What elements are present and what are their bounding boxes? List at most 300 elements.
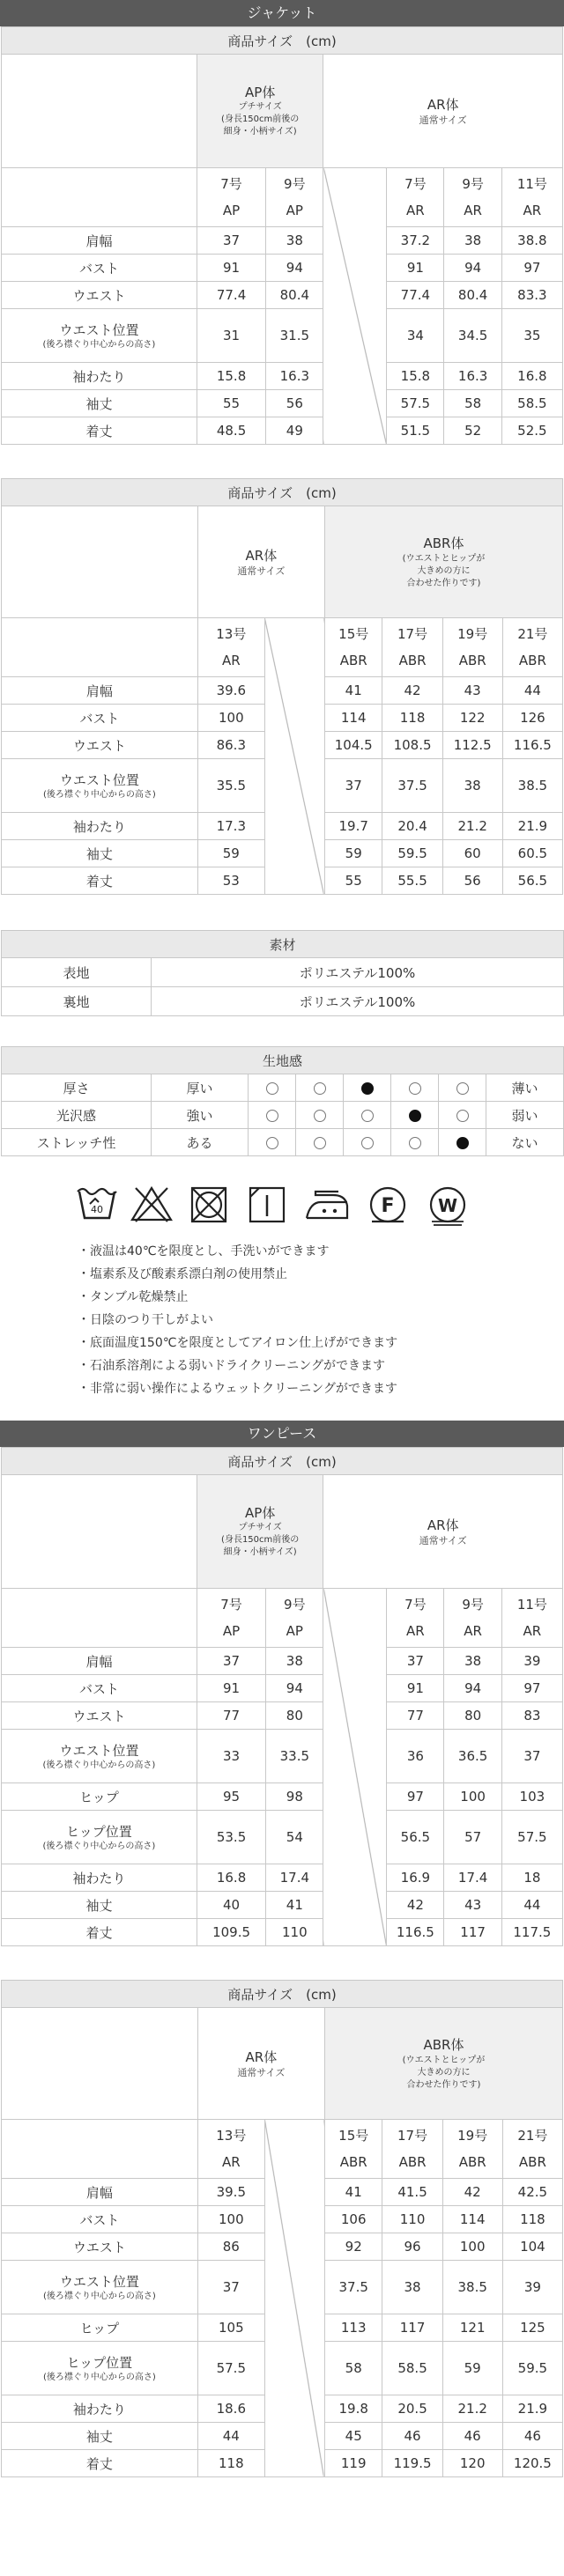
scale-cell bbox=[344, 1129, 391, 1156]
value-cell: 42.5 bbox=[502, 2179, 562, 2206]
table-row bbox=[2, 390, 563, 417]
scale-cell bbox=[391, 1129, 439, 1156]
ap-title: AP体 bbox=[245, 85, 276, 100]
value-cell: 37 bbox=[387, 1648, 444, 1675]
size-number: 9号 bbox=[462, 1597, 484, 1613]
size-number: 13号 bbox=[216, 626, 247, 642]
value-cell: 91 bbox=[387, 255, 444, 282]
value-cell: 58.5 bbox=[382, 2342, 442, 2395]
value-cell: 77.4 bbox=[197, 282, 265, 309]
measure-name: 肩幅 bbox=[85, 2184, 113, 2201]
measure-label bbox=[2, 1648, 197, 1675]
measure-label bbox=[2, 1675, 197, 1702]
measure-name: 着丈 bbox=[85, 2455, 113, 2472]
value-cell: 57.5 bbox=[501, 1811, 562, 1864]
abr-group-header bbox=[324, 2008, 562, 2120]
measure-label bbox=[2, 1864, 197, 1892]
value-cell: 40 bbox=[197, 1892, 265, 1919]
measure-name: 着丈 bbox=[85, 873, 113, 889]
measure-note: (後ろ襟ぐり中心からの高さ) bbox=[42, 2372, 156, 2382]
value-cell: 80.4 bbox=[444, 282, 501, 309]
measure-name: ヒップ位置 bbox=[66, 1823, 132, 1840]
measure-name: 袖丈 bbox=[85, 2428, 113, 2445]
measure-label bbox=[2, 813, 198, 840]
size-number: 11号 bbox=[516, 1597, 547, 1613]
size-number: 11号 bbox=[516, 176, 547, 192]
size-label bbox=[502, 2120, 562, 2179]
scale-cell bbox=[439, 1129, 486, 1156]
jacket-size-table-2 bbox=[1, 478, 563, 895]
value-cell: 118 bbox=[502, 2206, 562, 2233]
onepiece-section-title: ワンピース bbox=[0, 1421, 564, 1447]
texture-left: 強い bbox=[152, 1102, 249, 1129]
measure-label bbox=[2, 1702, 197, 1730]
value-cell: 80 bbox=[266, 1702, 323, 1730]
value-cell: 21.2 bbox=[442, 813, 502, 840]
value-cell: 37 bbox=[197, 227, 265, 255]
value-cell: 17.3 bbox=[197, 813, 264, 840]
scale-cell bbox=[249, 1129, 296, 1156]
value-cell: 92 bbox=[324, 2233, 382, 2261]
measure-name: ウエスト位置 bbox=[59, 2273, 139, 2290]
value-cell: 37.5 bbox=[324, 2261, 382, 2314]
value-cell: 34 bbox=[387, 309, 444, 363]
size-number: 21号 bbox=[517, 2128, 548, 2144]
value-cell: 97 bbox=[387, 1783, 444, 1811]
size-label bbox=[382, 618, 442, 677]
value-cell: 37 bbox=[324, 759, 382, 813]
texture-table bbox=[1, 1046, 564, 1156]
ar-sub: 通常サイズ bbox=[237, 565, 286, 577]
onepiece-size-table-2 bbox=[1, 1980, 563, 2477]
value-cell: 39 bbox=[502, 2261, 562, 2314]
value-cell: 86 bbox=[197, 2233, 264, 2261]
value-cell: 77.4 bbox=[387, 282, 444, 309]
value-cell: 20.5 bbox=[382, 2395, 442, 2423]
measure-label bbox=[2, 2206, 198, 2233]
size-label bbox=[387, 1589, 444, 1648]
value-cell: 37.5 bbox=[382, 759, 442, 813]
measure-note: (後ろ襟ぐり中心からの高さ) bbox=[42, 789, 156, 800]
table-row bbox=[2, 987, 564, 1016]
measure-name: 袖わたり bbox=[72, 2401, 126, 2417]
value-cell: 33.5 bbox=[266, 1730, 323, 1783]
scale-cell bbox=[296, 1074, 344, 1102]
value-cell: 35 bbox=[501, 309, 562, 363]
scale-dot bbox=[266, 1137, 278, 1149]
measure-name: ウエスト bbox=[72, 737, 126, 754]
table-row bbox=[2, 363, 563, 390]
size-label bbox=[197, 1589, 265, 1648]
value-cell: 80 bbox=[444, 1702, 501, 1730]
size-number: 17号 bbox=[397, 2128, 428, 2144]
value-cell: 39 bbox=[501, 1648, 562, 1675]
value-cell: 57.5 bbox=[387, 390, 444, 417]
measure-name: ウエスト位置 bbox=[59, 321, 139, 338]
measure-label bbox=[2, 732, 198, 759]
no-bleach-icon bbox=[132, 1188, 171, 1222]
table-row bbox=[2, 282, 563, 309]
table-row bbox=[2, 1864, 563, 1892]
value-cell: 83 bbox=[501, 1702, 562, 1730]
value-cell: 39.5 bbox=[197, 2179, 264, 2206]
measure-label bbox=[2, 2450, 198, 2477]
ar-sub: 通常サイズ bbox=[419, 1535, 467, 1546]
size-type: ABR bbox=[458, 653, 486, 668]
value-cell: 36 bbox=[387, 1730, 444, 1783]
value-cell: 37 bbox=[501, 1730, 562, 1783]
value-cell: 104.5 bbox=[324, 732, 382, 759]
measure-name: バスト bbox=[79, 2211, 120, 2228]
measure-name: ヒップ位置 bbox=[66, 2354, 133, 2371]
scale-dot bbox=[456, 1110, 469, 1122]
value-cell: 36.5 bbox=[444, 1730, 501, 1783]
abr-title: ABR体 bbox=[423, 535, 464, 551]
value-cell: 104 bbox=[502, 2233, 562, 2261]
care-note: ・ タンブル乾燥禁止 bbox=[78, 1286, 397, 1309]
abr-title: ABR体 bbox=[423, 2037, 464, 2053]
size-label bbox=[502, 618, 562, 677]
measure-label bbox=[2, 840, 198, 867]
table-row bbox=[2, 1702, 563, 1730]
value-cell: 114 bbox=[442, 2206, 502, 2233]
value-cell: 117 bbox=[382, 2314, 442, 2342]
scale-cell bbox=[296, 1102, 344, 1129]
size-type: AR bbox=[221, 2154, 241, 2170]
care-notes bbox=[78, 1240, 397, 1400]
table-row bbox=[2, 255, 563, 282]
value-cell: 21.9 bbox=[502, 813, 562, 840]
size-number: 9号 bbox=[284, 1597, 306, 1613]
table-row bbox=[2, 1783, 563, 1811]
size-label bbox=[442, 618, 502, 677]
size-label bbox=[324, 618, 382, 677]
value-cell: 19.8 bbox=[324, 2395, 382, 2423]
value-cell: 38 bbox=[442, 759, 502, 813]
table-row bbox=[2, 1811, 563, 1864]
value-cell: 109.5 bbox=[197, 1919, 265, 1946]
value-cell: 58.5 bbox=[501, 390, 562, 417]
measure-name: ヒップ bbox=[79, 2320, 120, 2336]
value-cell: 16.3 bbox=[444, 363, 501, 390]
value-cell: 53.5 bbox=[197, 1811, 265, 1864]
value-cell: 38.5 bbox=[442, 2261, 502, 2314]
wet-clean-w-icon bbox=[431, 1188, 464, 1225]
size-type: ABR bbox=[398, 653, 427, 668]
value-cell: 91 bbox=[197, 1675, 265, 1702]
abr-note: 合わせた作りです) bbox=[406, 2080, 481, 2090]
measure-label bbox=[2, 1730, 197, 1783]
value-cell: 54 bbox=[266, 1811, 323, 1864]
care-note: ・ 石油系溶剤による弱いドライクリーニングができます bbox=[78, 1354, 397, 1377]
size-type: ABR bbox=[339, 2154, 367, 2170]
measure-label bbox=[2, 2314, 198, 2342]
table-row bbox=[2, 309, 563, 363]
value-cell: 37 bbox=[197, 2261, 264, 2314]
scale-dot bbox=[266, 1110, 278, 1122]
value-cell: 38 bbox=[444, 227, 501, 255]
value-cell: 44 bbox=[501, 1892, 562, 1919]
measure-label bbox=[2, 417, 197, 445]
ap-note: (身長150cm前後の bbox=[221, 114, 300, 124]
value-cell: 83.3 bbox=[501, 282, 562, 309]
value-cell: 56 bbox=[266, 390, 323, 417]
value-cell: 43 bbox=[444, 1892, 501, 1919]
size-header: 商品サイズ (cm) bbox=[2, 1981, 563, 2008]
scale-dot bbox=[314, 1082, 326, 1095]
value-cell: 45 bbox=[324, 2423, 382, 2450]
size-type: AR bbox=[406, 203, 425, 218]
blank-corner bbox=[2, 168, 197, 227]
value-cell: 116.5 bbox=[502, 732, 562, 759]
value-cell: 95 bbox=[197, 1783, 265, 1811]
value-cell: 80.4 bbox=[266, 282, 323, 309]
size-label bbox=[501, 1589, 562, 1648]
value-cell: 126 bbox=[502, 705, 562, 732]
value-cell: 38 bbox=[382, 2261, 442, 2314]
ar-title: AR体 bbox=[245, 2049, 278, 2065]
ap-note: 細身・小柄サイズ) bbox=[223, 1547, 297, 1557]
jacket-section-title: ジャケット bbox=[0, 0, 564, 26]
value-cell: 98 bbox=[266, 1783, 323, 1811]
measure-note: (後ろ襟ぐり中心からの高さ) bbox=[42, 2291, 156, 2301]
selected-dot bbox=[456, 1137, 469, 1149]
ar-sub: 通常サイズ bbox=[419, 114, 467, 126]
table-row bbox=[2, 1648, 563, 1675]
value-cell: 16.8 bbox=[197, 1864, 265, 1892]
value-cell: 57.5 bbox=[197, 2342, 264, 2395]
size-number: 7号 bbox=[404, 176, 427, 192]
value-cell: 18.6 bbox=[197, 2395, 264, 2423]
scale-cell bbox=[249, 1102, 296, 1129]
size-type: AP bbox=[222, 1623, 241, 1639]
size-number: 19号 bbox=[457, 626, 488, 642]
value-cell: 52 bbox=[444, 417, 501, 445]
value-cell: 21.2 bbox=[442, 2395, 502, 2423]
value-cell: 15.8 bbox=[387, 363, 444, 390]
table-row bbox=[2, 1892, 563, 1919]
measure-name: 袖丈 bbox=[85, 395, 113, 412]
value-cell: 91 bbox=[197, 255, 265, 282]
scale-cell bbox=[344, 1102, 391, 1129]
scale-cell bbox=[344, 1074, 391, 1102]
measure-name: ウエスト bbox=[72, 1708, 126, 1724]
value-cell: 44 bbox=[197, 2423, 264, 2450]
blank-corner bbox=[2, 2008, 198, 2120]
size-label bbox=[444, 168, 501, 227]
ap-title: AP体 bbox=[245, 1505, 276, 1521]
texture-right: 弱い bbox=[486, 1102, 564, 1129]
value-cell: 59 bbox=[324, 840, 382, 867]
onepiece-size-table-1 bbox=[1, 1447, 563, 1946]
size-number: 19号 bbox=[457, 2128, 488, 2144]
diagonal-cell bbox=[323, 168, 387, 445]
measure-label bbox=[2, 867, 198, 895]
value-cell: 38 bbox=[266, 1648, 323, 1675]
value-cell: 41.5 bbox=[382, 2179, 442, 2206]
care-icons bbox=[0, 1174, 564, 1244]
table-row bbox=[2, 1919, 563, 1946]
value-cell: 58 bbox=[324, 2342, 382, 2395]
value-cell: 35.5 bbox=[197, 759, 264, 813]
ar-title: AR体 bbox=[245, 548, 278, 564]
value-cell: 46 bbox=[442, 2423, 502, 2450]
value-cell: 39.6 bbox=[197, 677, 264, 705]
value-cell: 105 bbox=[197, 2314, 264, 2342]
selected-dot bbox=[409, 1110, 421, 1122]
scale-cell bbox=[249, 1074, 296, 1102]
value-cell: 38 bbox=[266, 227, 323, 255]
value-cell: 100 bbox=[444, 1783, 501, 1811]
size-number: 7号 bbox=[220, 176, 242, 192]
value-cell: 55 bbox=[324, 867, 382, 895]
value-cell: 17.4 bbox=[266, 1864, 323, 1892]
scale-dot bbox=[409, 1082, 421, 1095]
size-number: 7号 bbox=[220, 1597, 242, 1613]
value-cell: 56 bbox=[442, 867, 502, 895]
value-cell: 34.5 bbox=[444, 309, 501, 363]
table-row bbox=[2, 958, 564, 987]
abr-note: (ウエストとヒップが bbox=[402, 554, 486, 564]
value-cell: 41 bbox=[266, 1892, 323, 1919]
blank-corner bbox=[2, 1475, 197, 1589]
abr-note: 大きめの方に bbox=[417, 2068, 471, 2078]
care-note: ・ 底面温度150℃を限度としてアイロン仕上げができます bbox=[78, 1332, 397, 1354]
scale-cell bbox=[296, 1129, 344, 1156]
texture-title: 生地感 bbox=[2, 1047, 564, 1074]
scale-cell bbox=[439, 1074, 486, 1102]
table-row bbox=[2, 1074, 564, 1102]
size-type: AP bbox=[286, 1623, 303, 1639]
scale-dot bbox=[314, 1137, 326, 1149]
material-title: 素材 bbox=[2, 931, 564, 958]
value-cell: 100 bbox=[197, 705, 264, 732]
abr-note: (ウエストとヒップが bbox=[402, 2056, 486, 2065]
size-label bbox=[442, 2120, 502, 2179]
measure-name: 着丈 bbox=[85, 423, 113, 439]
ap-group-header bbox=[197, 1475, 323, 1589]
value-cell: 119 bbox=[324, 2450, 382, 2477]
value-cell: 100 bbox=[442, 2233, 502, 2261]
value-cell: 42 bbox=[387, 1892, 444, 1919]
svg-text:W: W bbox=[437, 1195, 458, 1216]
blank-corner bbox=[2, 1589, 197, 1648]
value-cell: 15.8 bbox=[197, 363, 265, 390]
size-number: 13号 bbox=[216, 2128, 247, 2144]
measure-name: 袖わたり bbox=[72, 818, 126, 835]
no-tumble-dry-icon bbox=[192, 1188, 226, 1222]
hand-wash-40-icon bbox=[78, 1189, 116, 1218]
measure-name: 袖丈 bbox=[85, 1897, 113, 1914]
value-cell: 51.5 bbox=[387, 417, 444, 445]
texture-label: 光沢感 bbox=[2, 1102, 152, 1129]
value-cell: 42 bbox=[382, 677, 442, 705]
blank-corner bbox=[2, 506, 198, 618]
measure-label bbox=[2, 255, 197, 282]
value-cell: 19.7 bbox=[324, 813, 382, 840]
size-type: AR bbox=[464, 203, 482, 218]
scale-cell bbox=[391, 1074, 439, 1102]
value-cell: 110 bbox=[266, 1919, 323, 1946]
measure-label bbox=[2, 2423, 198, 2450]
size-type: AR bbox=[523, 1623, 542, 1639]
measure-label bbox=[2, 2395, 198, 2423]
value-cell: 56.5 bbox=[502, 867, 562, 895]
size-number: 9号 bbox=[462, 176, 484, 192]
value-cell: 77 bbox=[387, 1702, 444, 1730]
size-label bbox=[197, 618, 264, 677]
value-cell: 16.8 bbox=[501, 363, 562, 390]
value-cell: 38.8 bbox=[501, 227, 562, 255]
value-cell: 120.5 bbox=[502, 2450, 562, 2477]
table-row bbox=[2, 227, 563, 255]
abr-note: 合わせた作りです) bbox=[406, 579, 481, 588]
size-label bbox=[197, 168, 265, 227]
size-type: AP bbox=[222, 203, 241, 218]
measure-name: 着丈 bbox=[85, 1924, 113, 1941]
table-row bbox=[2, 1129, 564, 1156]
material-value: ポリエステル100% bbox=[152, 987, 564, 1016]
measure-note: (後ろ襟ぐり中心からの高さ) bbox=[42, 339, 156, 350]
measure-name: 肩幅 bbox=[85, 1653, 113, 1670]
value-cell: 113 bbox=[324, 2314, 382, 2342]
measure-name: ヒップ bbox=[79, 1789, 119, 1805]
size-label bbox=[382, 2120, 442, 2179]
measure-name: ウエスト位置 bbox=[59, 771, 139, 788]
value-cell: 41 bbox=[324, 677, 382, 705]
scale-dot bbox=[314, 1110, 326, 1122]
value-cell: 60 bbox=[442, 840, 502, 867]
size-number: 7号 bbox=[404, 1597, 427, 1613]
size-number: 9号 bbox=[284, 176, 306, 192]
table-row bbox=[2, 1730, 563, 1783]
material-value: ポリエステル100% bbox=[152, 958, 564, 987]
ar-title: AR体 bbox=[427, 97, 459, 113]
value-cell: 46 bbox=[502, 2423, 562, 2450]
measure-label bbox=[2, 1892, 197, 1919]
value-cell: 119.5 bbox=[382, 2450, 442, 2477]
measure-name: バスト bbox=[78, 260, 119, 277]
measure-name: バスト bbox=[78, 1680, 119, 1697]
value-cell: 77 bbox=[197, 1702, 265, 1730]
scale-cell bbox=[391, 1102, 439, 1129]
size-type: ABR bbox=[339, 653, 367, 668]
svg-text:F: F bbox=[381, 1195, 395, 1217]
value-cell: 41 bbox=[324, 2179, 382, 2206]
size-type: ABR bbox=[458, 2154, 486, 2170]
ap-note: 細身・小柄サイズ) bbox=[223, 127, 297, 137]
value-cell: 57 bbox=[444, 1811, 501, 1864]
value-cell: 46 bbox=[382, 2423, 442, 2450]
measure-label bbox=[2, 1811, 197, 1864]
ar-group-header bbox=[197, 2008, 324, 2120]
texture-right: 薄い bbox=[486, 1074, 564, 1102]
size-label bbox=[197, 2120, 264, 2179]
size-type: ABR bbox=[398, 2154, 427, 2170]
value-cell: 31 bbox=[197, 309, 265, 363]
value-cell: 55 bbox=[197, 390, 265, 417]
texture-label: ストレッチ性 bbox=[2, 1129, 152, 1156]
measure-name: 肩幅 bbox=[85, 683, 113, 699]
value-cell: 56.5 bbox=[387, 1811, 444, 1864]
measure-note: (後ろ襟ぐり中心からの高さ) bbox=[42, 1841, 156, 1851]
care-section bbox=[0, 1156, 564, 1421]
value-cell: 110 bbox=[382, 2206, 442, 2233]
measure-name: 袖丈 bbox=[85, 845, 113, 862]
care-note: ・ 非常に弱い操作によるウェットクリーニングができます bbox=[78, 1377, 397, 1400]
ar-group-header bbox=[197, 506, 324, 618]
diagonal-cell bbox=[264, 2120, 324, 2477]
